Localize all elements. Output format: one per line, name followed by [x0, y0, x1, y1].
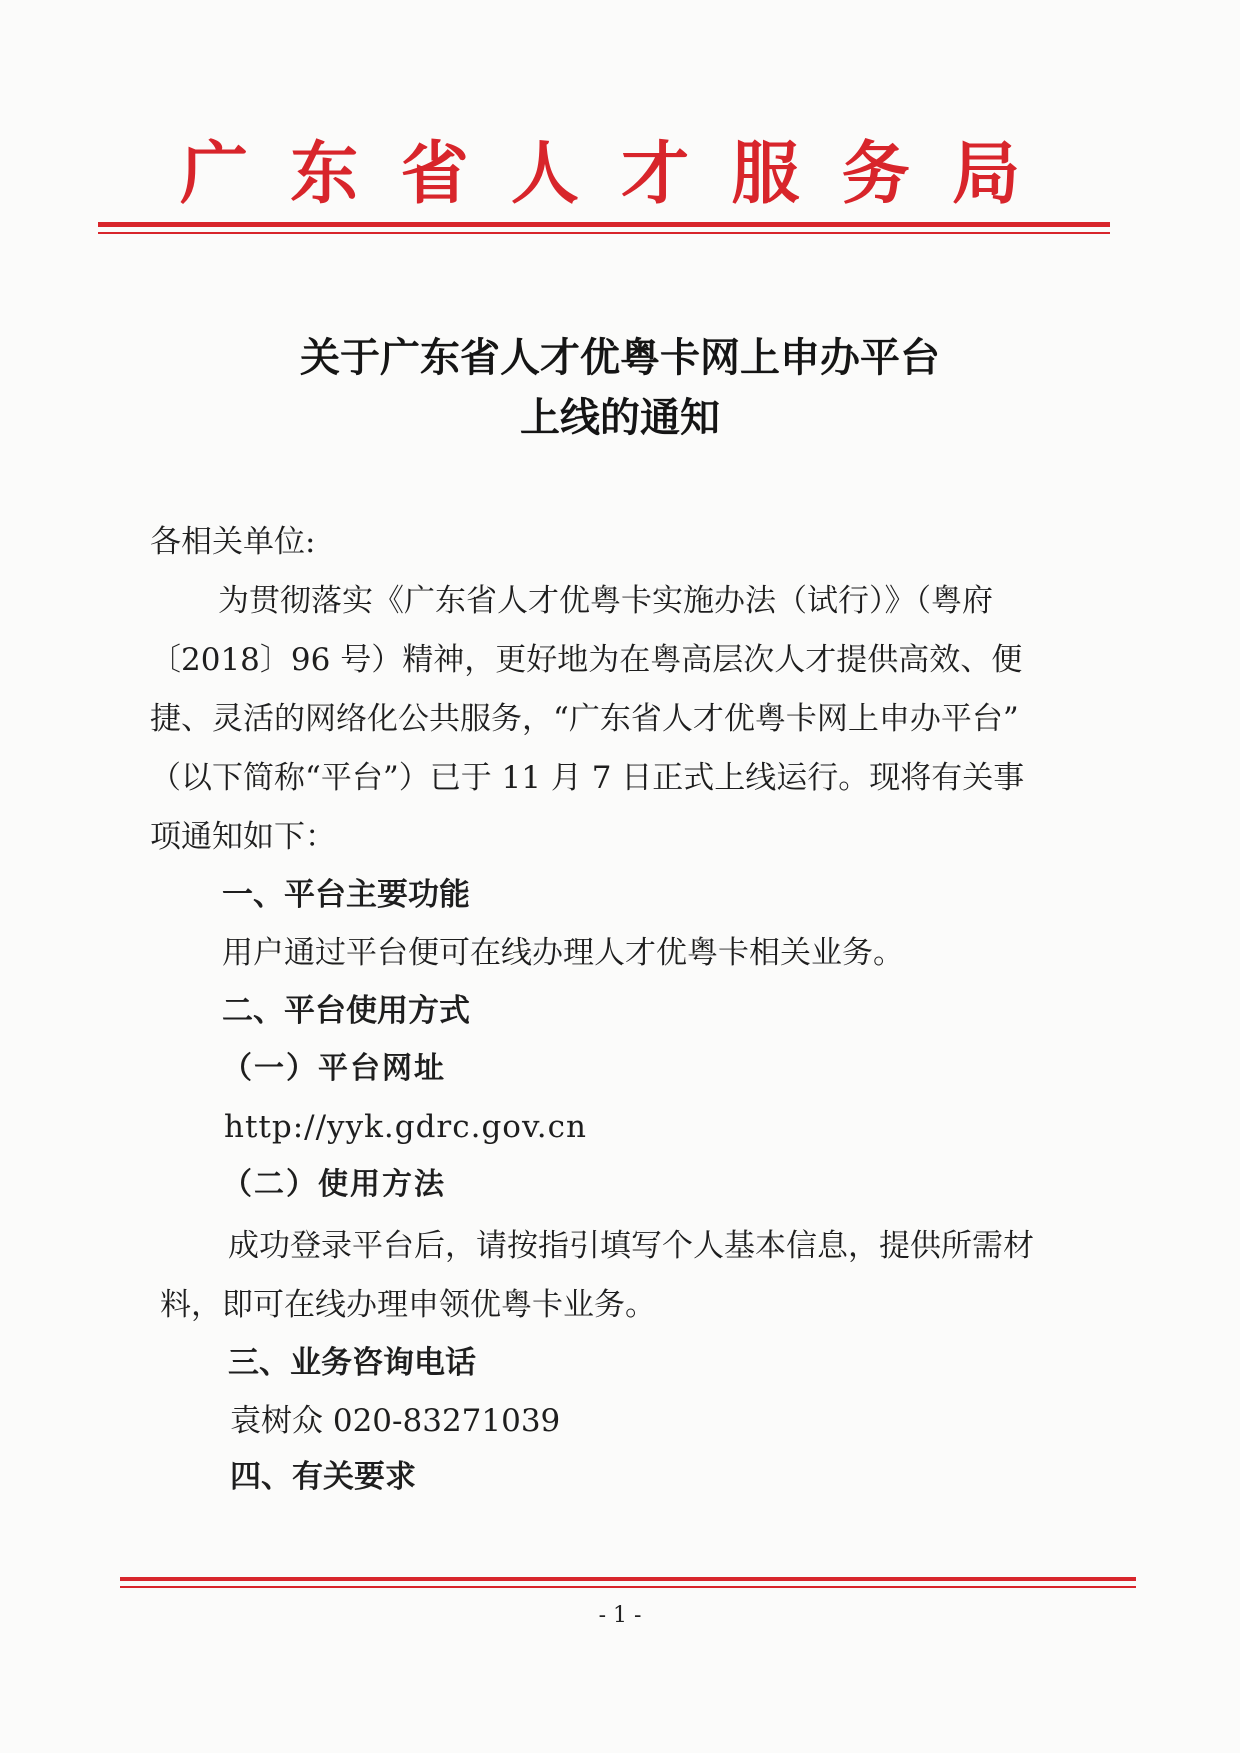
page-number: - 1 - — [598, 1603, 642, 1628]
section2-sub2-text: 成功登录平台后，请按指引填写个人基本信息，提供所需材 — [228, 1228, 1034, 1264]
section2-sub2-text: 料，即可在线办理申领优粤卡业务。 — [160, 1287, 656, 1323]
letterhead-char: 务 — [841, 134, 910, 214]
letterhead-char: 才 — [621, 134, 690, 214]
document-title-line1: 关于广东省人才优粤卡网上申办平台 — [300, 334, 940, 381]
letterhead-char: 服 — [731, 134, 800, 214]
intro-line: 为贯彻落实《广东省人才优粤卡实施办法（试行）》（粤府 — [218, 583, 993, 619]
salutation: 各相关单位: — [150, 524, 316, 560]
letterhead-char: 东 — [290, 134, 359, 214]
header-rule-thick — [98, 222, 1110, 227]
section3-heading: 三、业务咨询电话 — [228, 1345, 476, 1381]
letterhead-char: 省 — [400, 134, 469, 214]
intro-line: 捷、灵活的网络化公共服务，“广东省人才优粤卡网上申办平台” — [150, 701, 1019, 737]
footer-rule-thick — [120, 1577, 1136, 1581]
footer-rule-thin — [120, 1586, 1136, 1588]
letterhead-org-name — [180, 134, 1020, 214]
section1-text: 用户通过平台便可在线办理人才优粤卡相关业务。 — [222, 935, 904, 971]
section2-heading: 二、平台使用方式 — [222, 993, 470, 1029]
section4-heading: 四、有关要求 — [230, 1459, 416, 1495]
intro-line: 项通知如下： — [150, 819, 336, 855]
section1-heading: 一、平台主要功能 — [222, 877, 470, 913]
section2-sub2-heading: （二）使用方法 — [222, 1167, 446, 1202]
header-rule-thin — [98, 232, 1110, 234]
document-title-line2: 上线的通知 — [520, 394, 720, 441]
letterhead-char: 广 — [180, 134, 249, 214]
letterhead-char: 局 — [951, 134, 1020, 214]
intro-line: 〔2018〕96 号）精神，更好地为在粤高层次人才提供高效、便 — [150, 642, 1023, 678]
contact-phone: 袁树众 020-83271039 — [230, 1403, 561, 1439]
section2-sub1-heading: （一）平台网址 — [222, 1051, 446, 1086]
intro-line: （以下简称“平台”）已于 11 月 7 日正式上线运行。现将有关事 — [150, 760, 1025, 796]
letterhead-char: 人 — [510, 134, 579, 214]
platform-url: http://yyk.gdrc.gov.cn — [224, 1109, 587, 1145]
